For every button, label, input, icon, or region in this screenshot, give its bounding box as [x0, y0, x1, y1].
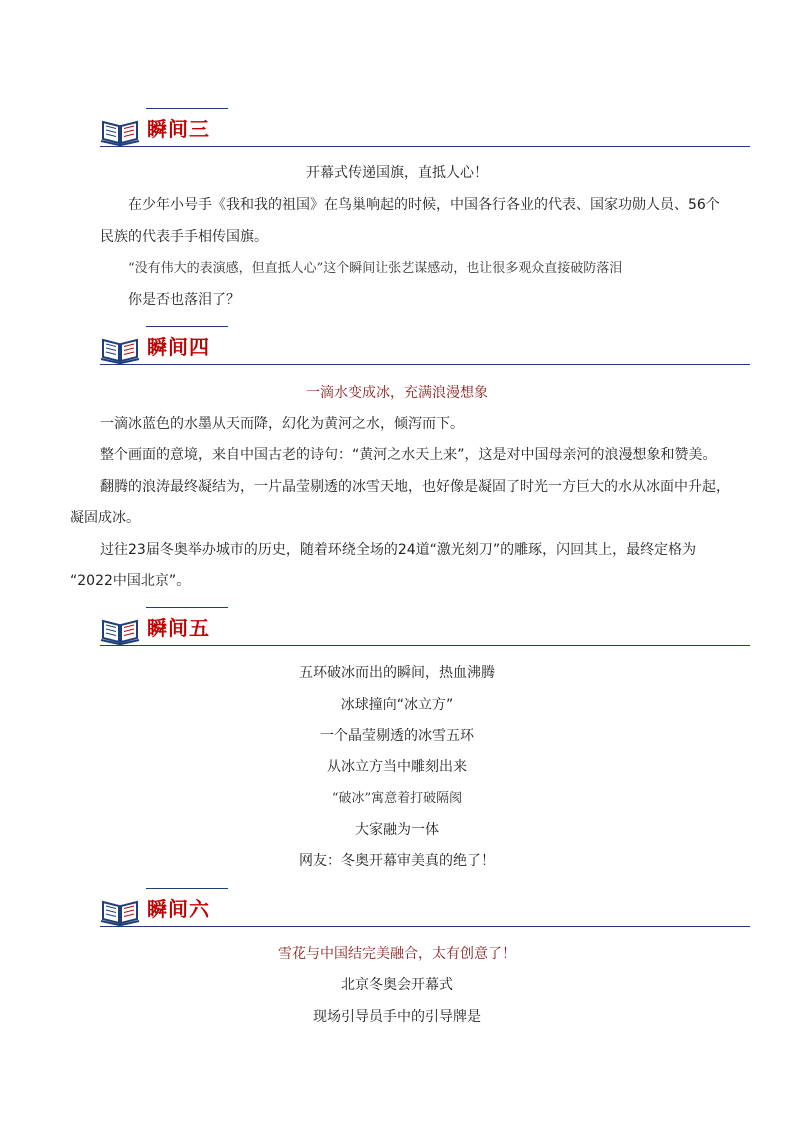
section-3-subtitle: 开幕式传递国旗，直抵人心！	[306, 165, 488, 181]
section-title: 瞬间六	[147, 897, 210, 921]
header-base-rule	[100, 146, 750, 147]
paragraph-line: 你是否也落泪了？	[128, 292, 240, 308]
paragraph-line: 整个画面的意境，来自中国古老的诗句：“黄河之水天上来”，这是对中国母亲河的浪漫想象和赞美。	[100, 447, 717, 463]
section-header-3	[100, 108, 750, 150]
header-top-rule	[146, 888, 228, 889]
paragraph-line: 翻腾的浪涛最终凝结为，一片晶莹剔透的冰雪天地，也好像是凝固了时光一方巨大的水从冰面中升起，	[100, 479, 730, 495]
open-book-icon	[100, 114, 140, 146]
section-5-line: 五环破冰而出的瞬间，热血沸腾	[299, 665, 495, 681]
paragraph-line: 凝固成冰。	[70, 510, 140, 526]
header-top-rule	[146, 607, 228, 608]
header-base-rule	[100, 926, 750, 927]
open-book-icon	[100, 894, 140, 926]
section-header-5	[100, 607, 750, 649]
header-base-rule	[100, 364, 750, 365]
section-6-line: 北京冬奥会开幕式	[341, 977, 453, 993]
section-4-subtitle: 一滴水变成冰，充满浪漫想象	[306, 385, 488, 401]
section-6-subtitle: 雪花与中国结完美融合，太有创意了！	[278, 946, 516, 962]
section-header-6	[100, 888, 750, 930]
header-top-rule	[146, 108, 228, 109]
section-6-line: 现场引导员手中的引导牌是	[313, 1009, 481, 1025]
paragraph-line: 过往23届冬奥举办城市的历史，随着环绕全场的24道“激光刻刀”的雕琢，闪回其上，最终定格为	[100, 542, 697, 558]
section-5-line: 大家融为一体	[355, 822, 439, 838]
section-title: 瞬间三	[147, 117, 210, 141]
section-5-line: 网友：冬奥开幕审美真的绝了！	[299, 853, 495, 869]
paragraph-line: “2022中国北京”。	[70, 573, 191, 589]
header-base-rule	[100, 645, 750, 646]
section-header-4	[100, 326, 750, 368]
section-title: 瞬间五	[147, 616, 210, 640]
paragraph-line: 民族的代表手手相传国旗。	[100, 229, 268, 245]
open-book-icon	[100, 613, 140, 645]
section-5-line: 从冰立方当中雕刻出来	[327, 759, 467, 775]
section-5-line: 一个晶莹剔透的冰雪五环	[320, 728, 474, 744]
paragraph-line: 一滴冰蓝色的水墨从天而降，幻化为黄河之水，倾泻而下。	[100, 416, 464, 432]
section-title: 瞬间四	[147, 335, 210, 359]
section-5-line: 冰球撞向“冰立方”	[340, 697, 454, 713]
open-book-icon	[100, 332, 140, 364]
paragraph-line: “没有伟大的表演感，但直抵人心”这个瞬间让张艺谋感动，也让很多观众直接破防落泪	[128, 261, 623, 276]
paragraph-line: 在少年小号手《我和我的祖国》在鸟巢响起的时候，中国各行各业的代表、国家功勋人员、56个	[128, 197, 720, 213]
section-5-line: “破冰”寓意着打破隔阂	[331, 791, 463, 806]
header-top-rule	[146, 326, 228, 327]
